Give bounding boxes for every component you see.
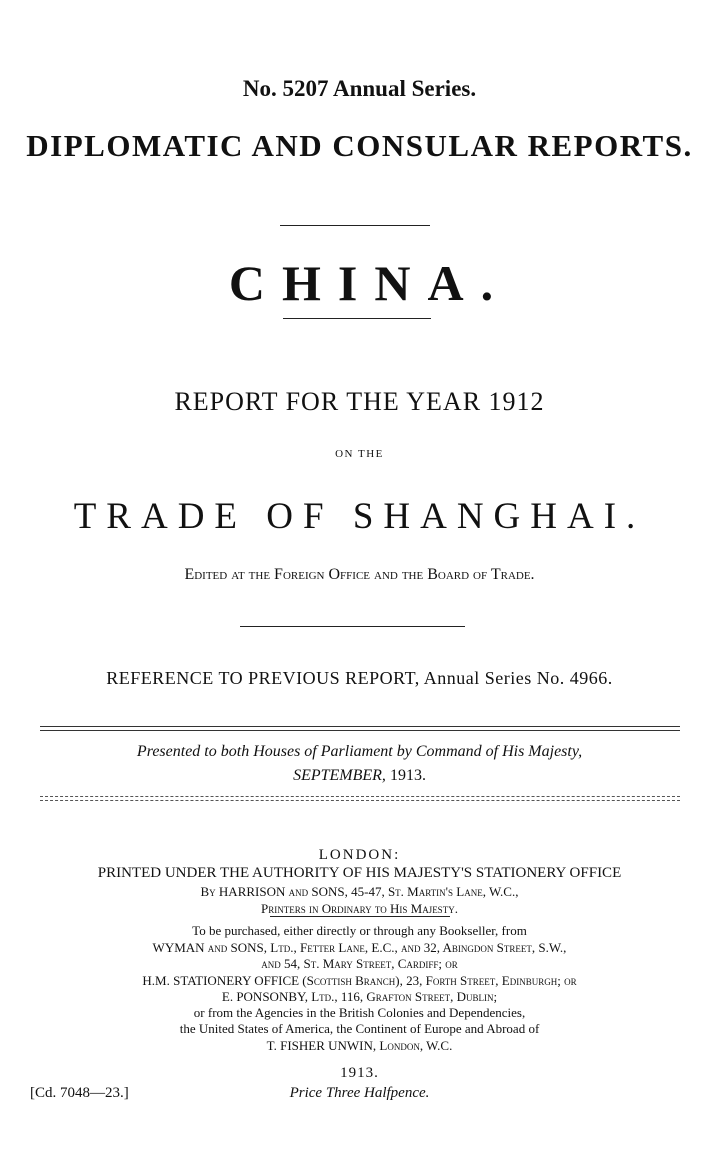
- presented-date: [0, 767, 719, 785]
- on-the-label: ON THE: [335, 448, 384, 460]
- imprint-authority: PRINTED UNDER THE AUTHORITY OF HIS MAJESTY'S STATIONERY OFFICE: [97, 865, 622, 881]
- purchase-line: H.M. STATIONERY OFFICE (Scottish Branch), 23, Forth Street, Edinburgh; or: [142, 973, 577, 988]
- command-paper-number: [Cd. 7048—23.]: [30, 1085, 129, 1101]
- divider-line: [240, 626, 465, 627]
- trade-heading: TRADE OF SHANGHAI.: [73, 496, 646, 537]
- series-number: No. 5207 Annual Series.: [242, 76, 477, 101]
- report-year-heading: REPORT FOR THE YEAR 1912: [174, 387, 545, 416]
- imprint-printer-role: Printers in Ordinary to His Majesty.: [261, 901, 458, 916]
- price-line: Price Three Halfpence.: [289, 1085, 430, 1101]
- imprint-city: LONDON:: [318, 847, 401, 863]
- purchase-line: E. PONSONBY, Ltd., 116, Grafton Street, Dublin;: [221, 989, 498, 1004]
- double-rule: [40, 726, 680, 731]
- imprint-printer: By HARRISON and SONS, 45-47, St. Martin's Lane, W.C.,: [200, 884, 519, 899]
- publication-year: 1913.: [340, 1065, 379, 1081]
- presented-year: 1913.: [389, 767, 426, 784]
- divider-line: [270, 916, 450, 917]
- double-rule: [40, 796, 680, 801]
- previous-report-reference: REFERENCE TO PREVIOUS REPORT, Annual Series No. 4966.: [106, 668, 613, 688]
- main-title: DIPLOMATIC AND CONSULAR REPORTS.: [26, 128, 693, 163]
- purchase-line: the United States of America, the Continent of Europe and Abroad of: [179, 1021, 540, 1036]
- purchase-line: To be purchased, either directly or through any Bookseller, from: [192, 923, 527, 938]
- purchase-line: or from the Agencies in the British Colonies and Dependencies,: [193, 1005, 526, 1020]
- purchase-line: and 54, St. Mary Street, Cardiff; or: [261, 956, 458, 971]
- presented-month: SEPTEMBER,: [293, 767, 386, 784]
- presented-line: Presented to both Houses of Parliament by Command of His Majesty,: [136, 743, 583, 760]
- edited-by-line: Edited at the Foreign Office and the Board of Trade.: [184, 566, 535, 583]
- country-title: CHINA.: [228, 255, 511, 311]
- divider-line: [283, 318, 431, 319]
- purchase-line: T. FISHER UNWIN, London, W.C.: [266, 1038, 453, 1053]
- divider-line: [280, 225, 430, 226]
- purchase-line: WYMAN and SONS, Ltd., Fetter Lane, E.C., and 32, Abingdon Street, S.W.,: [152, 940, 567, 955]
